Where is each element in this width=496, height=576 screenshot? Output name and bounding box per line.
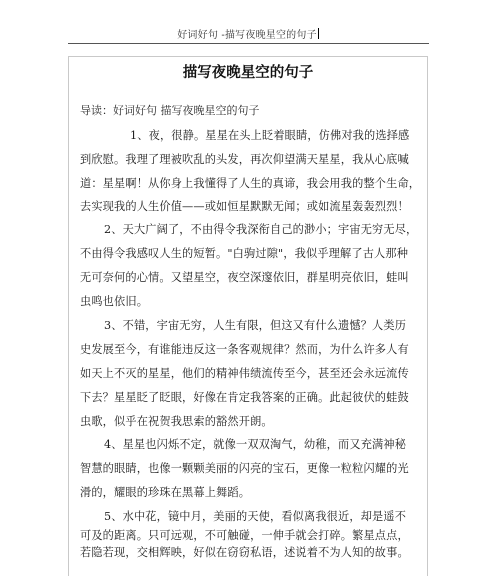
body-line: 到欣慰。我理了理被吹乱的头发，再次仰望满天星星，我从心底喊 — [80, 153, 409, 166]
running-header-text: 好词好句 -描写夜晚星空的句子 — [177, 30, 317, 41]
body-line: 2、天大广阔了，不由得令我深衔自己的渺小；宇宙无穷无尽， — [104, 223, 418, 236]
document-title: 描写夜晚星空的句子 — [182, 65, 314, 81]
body-line: 道：星星啊！从你身上我懂得了人生的真谛，我会用我的整个生命， — [80, 177, 421, 190]
header-rule — [68, 43, 429, 44]
body-line: 智慧的眼睛，也像一颗颗美丽的闪亮的宝石，更像一粒粒闪耀的光 — [80, 462, 409, 475]
body-line: 3、不错，宇宙无穷，人生有限，但这又有什么遗憾？人类历 — [104, 319, 407, 332]
body-line: 若隐若现，交相辉映，好似在窃窃私语，述说着不为人知的故事。 — [80, 546, 409, 559]
text-cursor — [318, 28, 319, 39]
body-line: 4、星星也闪烁不定，就像一双双淘气，幼稚，而又充满神秘 — [104, 438, 407, 451]
body-line: 滑的，耀眼的珍珠在黑幕上舞蹈。 — [80, 486, 251, 499]
body-line: 无可奈何的心情。又望星空，夜空深邃依旧，群星明亮依旧，蛙叫 — [80, 271, 409, 284]
body-line: 1、夜，很静。星星在头上眨着眼睛，仿佛对我的选择感 — [130, 129, 410, 142]
intro-text: 导读：好词好句 描写夜晚星空的句子 — [80, 104, 260, 117]
running-header — [0, 28, 496, 42]
body-line: 去实现我的人生价值——或如恒星默默无闻；或如流星轰轰烈烈！ — [80, 200, 409, 213]
body-line: 不由得令我感叹人生的短暂。"白驹过隙"，我似乎理解了古人那种 — [80, 247, 409, 260]
body-line: 史发展至今，有谁能违反这一条客观规律？然而，为什么许多人有 — [80, 343, 409, 356]
body-line: 虫鸣也依旧。 — [80, 295, 149, 308]
body-line: 虫歌，似乎在祝贺我思索的豁然开朗。 — [80, 415, 273, 428]
body-line: 可及的距离。只可远观，不可触碰，一伸手就会打碎。繁星点点， — [80, 529, 409, 542]
body-line: 如天上不灭的星星，他们的精神伟绩流传至今，甚至还会永远流传 — [80, 367, 409, 380]
body-line: 5、水中花，镜中月，美丽的天使，看似离我很近，却是遥不 — [104, 510, 407, 523]
body-line: 下去？星星眨了眨眼，好像在肯定我答案的正确。此起彼伏的蛙鼓 — [80, 391, 409, 404]
